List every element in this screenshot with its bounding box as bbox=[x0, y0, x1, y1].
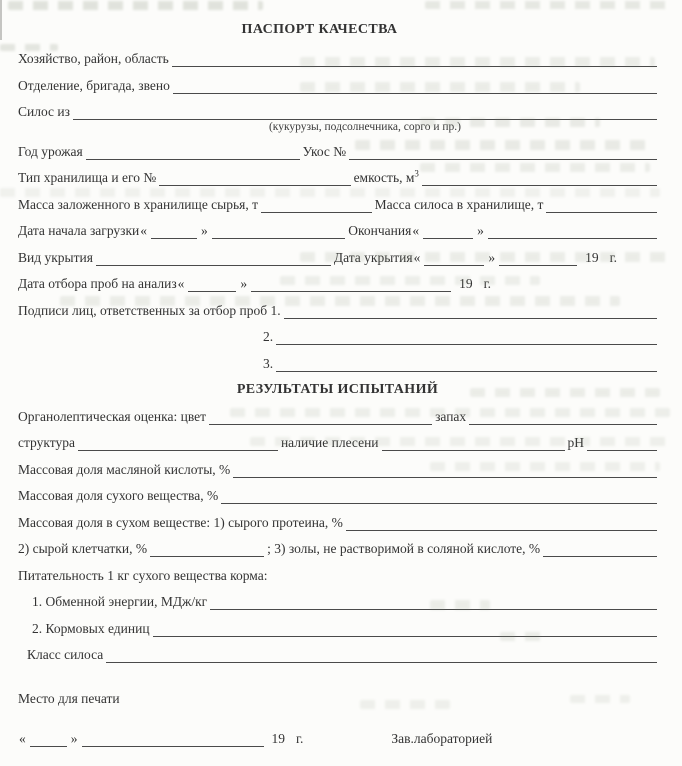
form-row-cover bbox=[18, 250, 657, 266]
label-year-19: 19 bbox=[271, 731, 285, 746]
label-cover-type: Вид укрытия bbox=[18, 249, 93, 265]
spacer bbox=[303, 746, 391, 747]
form-row-farm bbox=[18, 51, 657, 67]
blank-cover-type bbox=[96, 260, 331, 266]
label-ph: pH bbox=[567, 435, 584, 450]
bleedthrough-artifact bbox=[425, 1, 675, 9]
blank-signature-2 bbox=[276, 339, 657, 345]
label-year-19: 19 bbox=[459, 276, 473, 291]
blank-silage-from bbox=[73, 114, 657, 120]
label-smell: запах bbox=[435, 408, 467, 424]
blank-crude-protein bbox=[346, 525, 657, 531]
blank-raw-mass bbox=[261, 207, 372, 213]
blank-color bbox=[209, 419, 432, 425]
blank-harvest-year bbox=[86, 154, 300, 160]
label-year-19: 19 bbox=[585, 249, 599, 265]
blank-sampling-month bbox=[251, 286, 451, 292]
label-butyric-acid: Массовая доля масляной кислоты, % bbox=[18, 461, 231, 477]
label-year-g: г. bbox=[483, 276, 492, 291]
blank-smell bbox=[469, 419, 657, 425]
blank-sampling-day bbox=[188, 286, 236, 292]
label-crude-fiber: 2) сырой клетчатки, % bbox=[18, 541, 148, 556]
blank-load-end-month bbox=[488, 233, 657, 239]
form-row-silage-class bbox=[27, 647, 657, 663]
capacity-exponent: 3 bbox=[414, 168, 419, 179]
open-quote: « bbox=[177, 276, 185, 291]
blank-silage-mass bbox=[546, 207, 657, 213]
blank-cover-day bbox=[424, 260, 484, 266]
label-year-g: г. bbox=[296, 731, 304, 746]
blank-ash bbox=[543, 551, 657, 557]
blank-load-start-month bbox=[212, 233, 346, 239]
form-row-unit bbox=[18, 78, 657, 94]
spacer bbox=[491, 291, 657, 292]
form-row-signature-3 bbox=[263, 356, 657, 372]
close-quote: » bbox=[201, 223, 208, 238]
blank-farm bbox=[172, 61, 657, 67]
blank-signature-3 bbox=[276, 366, 657, 372]
label-signatures: Подписи лиц, ответственных за отбор проб 1. bbox=[18, 302, 281, 318]
spacer bbox=[617, 265, 657, 266]
label-crude-protein: Массовая доля в сухом веществе: 1) сырого протеина, % bbox=[18, 514, 343, 530]
label-signature-2: 2. bbox=[263, 329, 274, 344]
silage-from-hint: (кукурузы, подсолнечника, сорго и пр.) bbox=[268, 121, 462, 133]
blank-silage-class bbox=[106, 657, 657, 663]
form-row-year-ukos bbox=[18, 144, 657, 160]
blank-structure bbox=[78, 445, 278, 451]
form-row-dry-matter bbox=[18, 488, 657, 504]
bleedthrough-artifact bbox=[0, 44, 58, 51]
label-feed-units: 2. Кормовых единиц bbox=[32, 620, 150, 636]
label-structure: структура bbox=[18, 435, 75, 450]
blank-dry-matter bbox=[221, 498, 657, 504]
document-title: ПАСПОРТ КАЧЕСТВА bbox=[241, 22, 398, 37]
label-cut-number: Укос № bbox=[302, 143, 347, 159]
label-color: Органолептическая оценка: цвет bbox=[18, 408, 207, 424]
blank-final-month bbox=[82, 741, 264, 747]
form-row-signature-1 bbox=[18, 303, 657, 319]
blank-unit bbox=[173, 88, 657, 94]
blank-storage-type bbox=[159, 180, 350, 186]
blank-metabolic-energy bbox=[210, 604, 657, 610]
form-row-stamp bbox=[18, 691, 657, 707]
form-row-nutrition-heading bbox=[18, 568, 657, 584]
label-silage-class: Класс силоса bbox=[27, 647, 104, 662]
form-row-sampling-date bbox=[18, 276, 657, 292]
open-quote: « bbox=[140, 223, 148, 238]
blank-load-end-day bbox=[423, 233, 473, 239]
blank-mold bbox=[382, 445, 565, 451]
bleedthrough-artifact bbox=[8, 1, 263, 10]
label-stamp-place: Место для печати bbox=[18, 691, 120, 706]
form-row-storage bbox=[18, 170, 657, 186]
blank-signature-1 bbox=[284, 313, 657, 319]
form-row-feed-units bbox=[32, 621, 657, 637]
blank-butyric-acid bbox=[233, 472, 657, 478]
close-quote: » bbox=[240, 276, 248, 291]
blank-cut-number bbox=[349, 154, 657, 160]
form-row-organoleptic bbox=[18, 409, 657, 425]
form-row-load-dates bbox=[18, 223, 657, 239]
label-load-end: Окончания bbox=[348, 223, 412, 238]
blank-ph bbox=[587, 445, 657, 451]
open-quote: « bbox=[413, 249, 421, 265]
close-quote: » bbox=[477, 223, 484, 238]
label-silage-mass: Масса силоса в хранилище, т bbox=[374, 196, 544, 212]
blank-final-day bbox=[30, 741, 67, 747]
label-raw-mass: Масса заложенного в хранилище сырья, т bbox=[18, 196, 259, 212]
form-row-silage-from bbox=[18, 104, 657, 120]
label-capacity: емкость, $м^3$ bbox=[353, 168, 419, 185]
label-metabolic-energy: 1. Обменной энергии, МДж/кг bbox=[32, 594, 208, 609]
results-section-title: РЕЗУЛЬТАТЫ ИСПЫТАНИЙ bbox=[236, 382, 439, 397]
label-year-g: г. bbox=[609, 249, 617, 265]
blank-capacity bbox=[422, 180, 657, 186]
label-storage-type: Тип хранилища и его № bbox=[18, 170, 157, 185]
label-signature-3: 3. bbox=[263, 355, 274, 371]
form-row-energy bbox=[32, 594, 657, 610]
form-row-structure bbox=[18, 435, 657, 451]
blank-load-start-day bbox=[151, 233, 197, 239]
form-row-fiber-ash bbox=[18, 541, 657, 557]
label-harvest-year: Год урожая bbox=[18, 143, 83, 159]
label-lab-head: Зав.лабораторией bbox=[391, 731, 493, 746]
close-quote: » bbox=[70, 731, 78, 746]
label-unit: Отделение, бригада, звено bbox=[18, 77, 170, 93]
open-quote: « bbox=[19, 731, 26, 746]
label-sampling-date: Дата отбора проб на анализ bbox=[18, 276, 177, 291]
label-load-start: Дата начала загрузки bbox=[18, 223, 140, 238]
spacer bbox=[492, 746, 657, 747]
blank-crude-fiber bbox=[150, 551, 264, 557]
form-row-mass bbox=[18, 197, 657, 213]
label-ash: ; 3) золы, не растворимой в соляной кислоте, % bbox=[267, 541, 541, 556]
blank-cover-month bbox=[499, 260, 577, 266]
form-row-butyric-acid bbox=[18, 462, 657, 478]
label-cover-date: Дата укрытия bbox=[333, 249, 413, 265]
label-silage-from: Силос из bbox=[18, 104, 70, 119]
close-quote: » bbox=[488, 249, 496, 265]
label-mold: наличие плесени bbox=[280, 435, 379, 450]
form-row-signature-2 bbox=[263, 329, 657, 345]
label-nutrition: Питательность 1 кг сухого вещества корма: bbox=[18, 567, 268, 583]
open-quote: « bbox=[412, 223, 420, 238]
label-dry-matter: Массовая доля сухого вещества, % bbox=[18, 488, 219, 503]
form-row-date-signature bbox=[18, 731, 657, 747]
blank-feed-units bbox=[153, 631, 657, 637]
label-farm: Хозяйство, район, область bbox=[18, 51, 169, 66]
form-row-crude-protein bbox=[18, 515, 657, 531]
